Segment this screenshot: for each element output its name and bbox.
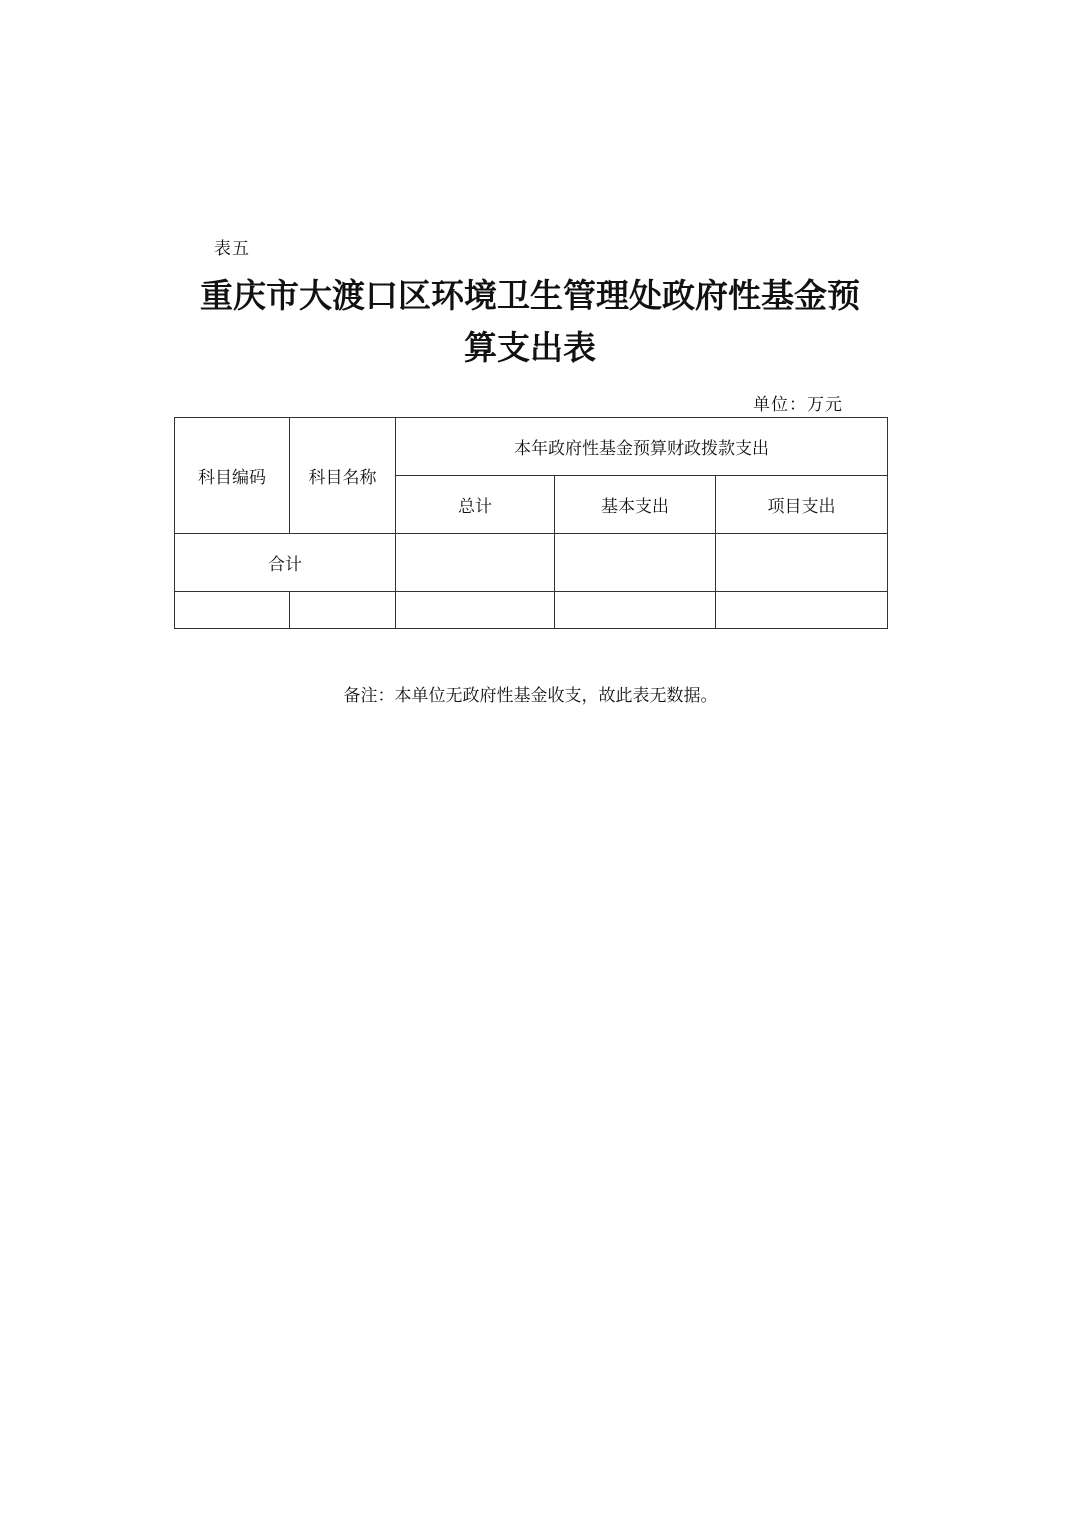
table-number-label: 表五 [214, 239, 250, 259]
total-row-label: 合计 [175, 534, 396, 592]
header-subject-name: 科目名称 [290, 418, 396, 534]
header-appropriation-group: 本年政府性基金预算财政拨款支出 [396, 418, 888, 476]
total-row-total [396, 534, 555, 592]
remark-note: 备注：本单位无政府性基金收支，故此表无数据。 [343, 686, 718, 706]
row-total [396, 592, 555, 629]
title-line-1: 重庆市大渡口区环境卫生管理处政府性基金预 [200, 276, 860, 315]
header-total: 总计 [396, 476, 555, 534]
fund-budget-expenditure-table [174, 417, 888, 629]
title-line-2: 算支出表 [464, 328, 596, 367]
document-title [170, 270, 890, 374]
unit-label: 单位：万元 [753, 395, 843, 415]
header-subject-code: 科目编码 [175, 418, 290, 534]
row-project [716, 592, 888, 629]
header-project-expenditure: 项目支出 [716, 476, 888, 534]
header-basic-expenditure: 基本支出 [555, 476, 716, 534]
row-subject-name [290, 592, 396, 629]
row-basic [555, 592, 716, 629]
total-row [175, 534, 888, 592]
row-subject-code [175, 592, 290, 629]
header-row-1 [175, 418, 888, 476]
total-row-project [716, 534, 888, 592]
total-row-basic [555, 534, 716, 592]
table-row [175, 592, 888, 629]
